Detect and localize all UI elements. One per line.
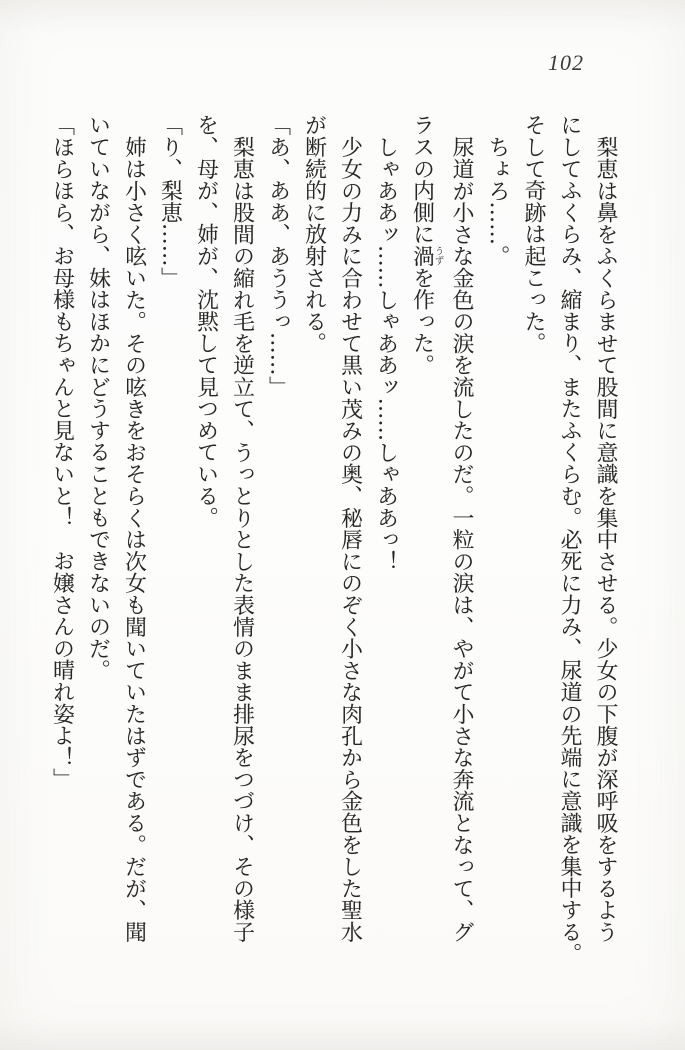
text-line: ちょろ……。	[485, 135, 510, 267]
text-line: にしてふくらみ、縮まり、またふくらむ。必死に力み、尿道の先端に意識を集中する。	[557, 114, 582, 965]
text-line: 少女の力みに合わせて黒い茂みの奥、秘唇にのぞく小さな肉孔から金色をした聖水	[337, 135, 363, 943]
text-line: 「り、梨恵……」	[157, 114, 183, 289]
text-line: 梨恵は鼻をふくらませて股間に意識を集中させる。少女の下腹が深呼吸をするよう	[593, 135, 618, 943]
text-line: 「ほらほら、お母様もちゃんと見ないと！ お嬢さんの晴れ姿よ！」	[49, 114, 75, 790]
text-line: 姉は小さく呟いた。その呟きをおそらくは次女も聞いていたはずである。だが、聞	[121, 135, 147, 943]
text-line: が断続的に放射される。	[301, 114, 327, 354]
text-line: 尿道が小さな金色の涙を流したのだ。一粒の涙は、やがて小さな奔流となって、グ	[449, 135, 474, 943]
text-line: しゃああッ……しゃああッ……しゃああっ！	[373, 135, 399, 572]
body-text	[44, 114, 624, 965]
text-line: そして奇跡は起こった。	[521, 114, 546, 354]
page-number: 102	[548, 50, 584, 75]
text-line: を、母が、姉が、沈黙して見つめている。	[193, 114, 219, 529]
text-line: ラスの内側に渦うずを作った。	[409, 114, 444, 376]
ruby-furigana: 渦うず	[409, 244, 444, 267]
text-line: いていながら、妹はほかにどうすることもできないのだ。	[85, 114, 111, 681]
text-line: 梨恵は股間の縮れ毛を逆立て、うっとりとした表情のまま排尿をつづけ、その様子	[229, 135, 255, 943]
text-line: 「あ、ああ、あううっ……」	[265, 114, 291, 398]
